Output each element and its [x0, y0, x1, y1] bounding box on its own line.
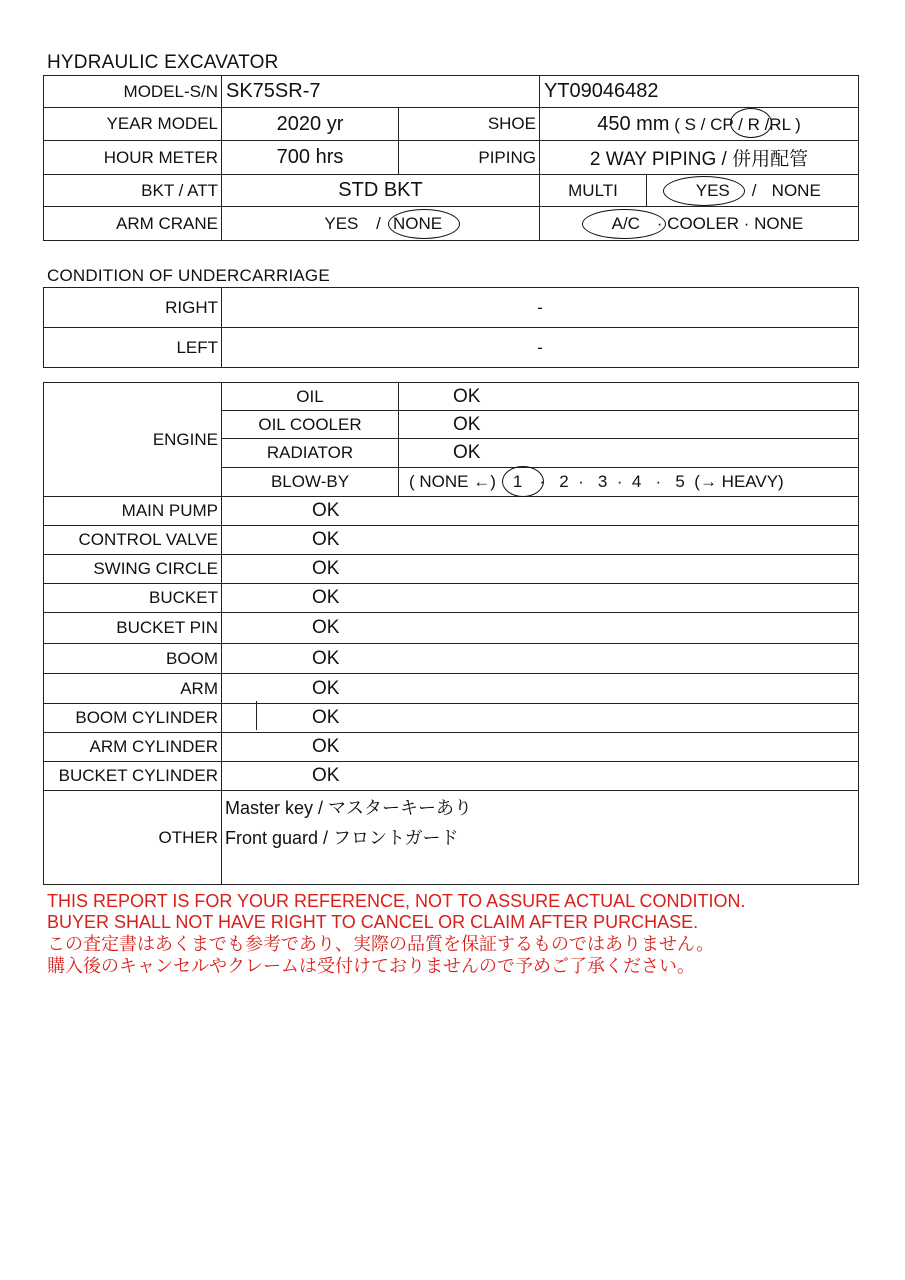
condition-row	[44, 704, 859, 733]
condition-value: OK	[222, 613, 859, 644]
ac-rest: · COOLER · NONE	[656, 213, 804, 233]
serial-value: YT09046482	[540, 76, 859, 108]
undercarriage-left-label: LEFT	[44, 328, 222, 368]
ac-option: A/C	[611, 213, 640, 233]
undercarriage-right-label: RIGHT	[44, 288, 222, 328]
multi-label: MULTI	[540, 175, 647, 207]
condition-value: OK	[222, 644, 859, 674]
condition-label: BUCKET CYLINDER	[44, 762, 222, 791]
condition-row	[44, 674, 859, 704]
condition-value: OK	[222, 584, 859, 613]
page-title: HYDRAULIC EXCAVATOR	[47, 52, 279, 73]
arm-crane-sep: /	[376, 213, 381, 233]
oil-cooler-value: OK	[399, 411, 859, 439]
condition-value: OK	[222, 526, 859, 555]
condition-value: OK	[222, 704, 859, 733]
condition-label: BOOM	[44, 644, 222, 674]
multi-sep: /	[751, 180, 757, 200]
hour-meter-label: HOUR METER	[44, 141, 222, 175]
blow-by-label: BLOW-BY	[222, 468, 399, 497]
blow-by-scale	[399, 468, 859, 497]
condition-row	[44, 613, 859, 644]
condition-value: OK	[222, 674, 859, 704]
radiator-label: RADIATOR	[222, 439, 399, 468]
radiator-value: OK	[399, 439, 859, 468]
condition-label: ARM CYLINDER	[44, 733, 222, 762]
spec-table	[43, 75, 859, 241]
condition-row	[44, 644, 859, 674]
shoe-value: 450 mm	[597, 112, 670, 135]
condition-row	[44, 555, 859, 584]
year-value: 2020 yr	[222, 108, 399, 141]
shoe-options-start: ( S /	[674, 114, 706, 134]
multi-yes: YES	[695, 180, 730, 200]
arm-crane-none: NONE	[393, 213, 443, 233]
other-notes	[222, 791, 859, 885]
oil-label: OIL	[222, 383, 399, 411]
condition-label: SWING CIRCLE	[44, 555, 222, 584]
bkt-att-label: BKT / ATT	[44, 175, 222, 207]
condition-value: OK	[222, 555, 859, 584]
blow-by-scale-rest: · 2 · 3 · 4 · 5 (→ HEAVY)	[539, 472, 784, 491]
condition-label: BOOM CYLINDER	[44, 704, 222, 733]
condition-row	[44, 762, 859, 791]
condition-row	[44, 497, 859, 526]
condition-value: OK	[222, 497, 859, 526]
condition-label: BUCKET	[44, 584, 222, 613]
model-value: SK75SR-7	[222, 76, 540, 108]
condition-label: CONTROL VALVE	[44, 526, 222, 555]
condition-table	[43, 382, 859, 885]
condition-row	[44, 526, 859, 555]
other-note-2: Front guard / フロントガード	[225, 828, 459, 848]
piping-value: 2 WAY PIPING / 併用配管	[540, 141, 859, 175]
condition-value: OK	[222, 733, 859, 762]
hours-value: 700 hrs	[222, 141, 399, 175]
shoe-cell	[540, 108, 859, 141]
disclaimer-line-4: 購入後のキャンセルやクレームは受付けておりませんので予めご了承ください。	[47, 956, 695, 976]
condition-label: BUCKET PIN	[44, 613, 222, 644]
year-model-label: YEAR MODEL	[44, 108, 222, 141]
oil-value: OK	[399, 383, 859, 411]
shoe-label: SHOE	[399, 108, 540, 141]
condition-row	[44, 584, 859, 613]
disclaimer-line-1: THIS REPORT IS FOR YOUR REFERENCE, NOT TO ASSURE ACTUAL CONDITION.	[47, 891, 746, 911]
condition-label: MAIN PUMP	[44, 497, 222, 526]
piping-label: PIPING	[399, 141, 540, 175]
undercarriage-right-value: -	[222, 288, 859, 328]
undercarriage-left-value: -	[222, 328, 859, 368]
condition-row	[44, 733, 859, 762]
arm-crane-options	[222, 207, 540, 241]
blow-by-circled-value: 1	[512, 472, 523, 491]
oil-cooler-label: OIL COOLER	[222, 411, 399, 439]
arm-crane-label: ARM CRANE	[44, 207, 222, 241]
engine-label: ENGINE	[44, 383, 222, 497]
multi-options	[647, 175, 859, 207]
undercarriage-heading: CONDITION OF UNDERCARRIAGE	[47, 266, 330, 285]
shoe-options-end: / R /RL )	[738, 114, 801, 134]
other-note-1: Master key / マスターキーあり	[225, 798, 473, 818]
model-sn-label: MODEL-S/N	[44, 76, 222, 108]
disclaimer-line-3: この査定書はあくまでも参考であり、実際の品質を保証するものではありません。	[47, 934, 715, 954]
ac-options	[540, 207, 859, 241]
undercarriage-table	[43, 287, 859, 368]
arm-crane-yes: YES	[324, 213, 359, 233]
boom-cylinder-divider	[256, 701, 257, 730]
bkt-value: STD BKT	[222, 175, 540, 207]
condition-label: ARM	[44, 674, 222, 704]
disclaimer-line-2: BUYER SHALL NOT HAVE RIGHT TO CANCEL OR CLAIM AFTER PURCHASE.	[47, 912, 699, 932]
multi-none: NONE	[771, 180, 821, 200]
condition-value: OK	[222, 762, 859, 791]
blow-by-scale-start: ( NONE ←)	[409, 472, 496, 491]
other-label: OTHER	[44, 791, 222, 885]
shoe-option-cp: CP	[710, 114, 734, 134]
